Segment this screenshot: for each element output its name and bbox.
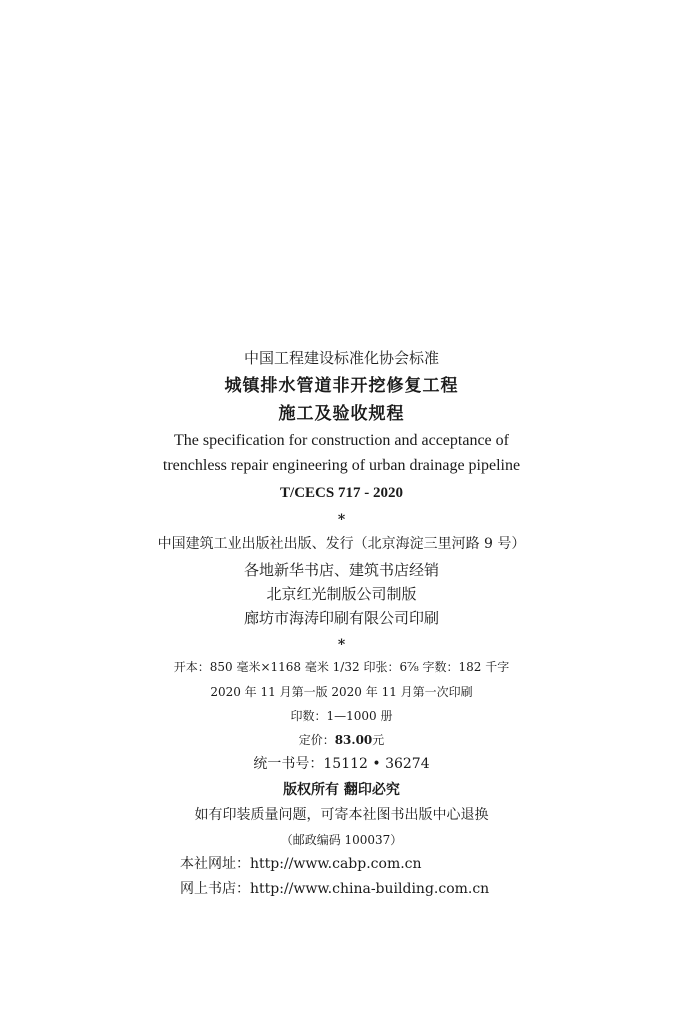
price-value: 83.00 — [334, 733, 373, 747]
online-store-line: 网上书店：http://www.china-building.com.cn — [180, 881, 490, 897]
document-title-line1: 城镇排水管道非开挖修复工程 — [224, 376, 459, 396]
price-unit: 元 — [372, 733, 385, 747]
website-line: 本社网址：http://www.cabp.com.cn — [180, 856, 422, 872]
book-number-line: 统一书号：15112 • 36274 — [253, 756, 430, 772]
price-line — [0, 734, 683, 746]
edition-line: 2020 年 11 月第一版 2020 年 11 月第一次印刷 — [210, 685, 473, 699]
format-specs-line: 开本：850 毫米×1168 毫米 1/32 印张：6⅞ 字数：182 千字 — [173, 660, 510, 674]
postal-code-line: （邮政编码 100037） — [280, 833, 403, 847]
separator-star: * — [337, 512, 346, 528]
distributor-line: 各地新华书店、建筑书店经销 — [243, 561, 439, 579]
association-standard-label: 中国工程建设标准化协会标准 — [243, 349, 439, 367]
document-title-line2: 施工及验收规程 — [278, 404, 405, 424]
standard-code: T/CECS 717 - 2020 — [280, 485, 403, 501]
print-run-line: 印数：1—1000 册 — [290, 709, 393, 723]
price-label: 定价： — [298, 733, 335, 747]
printer-line: 廊坊市海涛印刷有限公司印刷 — [243, 609, 439, 627]
publisher-line: 中国建筑工业出版社出版、发行（北京海淀三里河路 9 号） — [157, 536, 526, 552]
return-notice: 如有印装质量问题，可寄本社图书出版中心退换 — [194, 807, 489, 823]
english-title-line2: trenchless repair engineering of urban drainage pipeline — [162, 457, 521, 474]
copyright-notice: 版权所有 翻印必究 — [283, 782, 400, 798]
separator-star: * — [337, 637, 346, 653]
english-title-line1: The specification for construction and acceptance of — [174, 432, 509, 449]
plate-maker-line: 北京红光制版公司制版 — [266, 585, 417, 603]
